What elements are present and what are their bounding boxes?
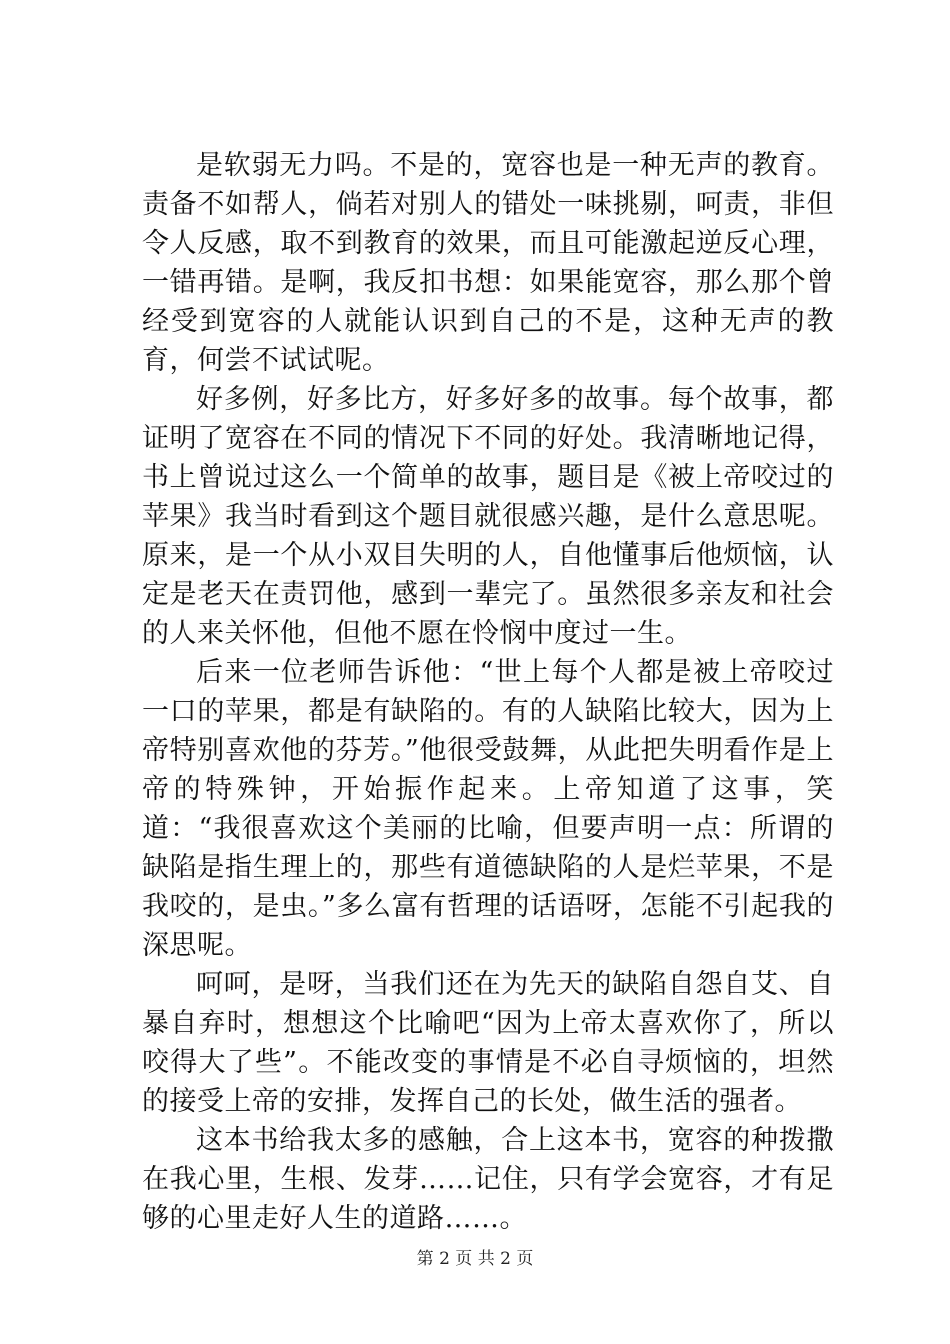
paragraph: 后来一位老师告诉他：“世上每个人都是被上帝咬过一口的苹果，都是有缺陷的。有的人缺陷比较大，因为上帝特别喜欢他的芬芳。”他很受鼓舞，从此把失明看作是上帝的特殊钟，开始振作起来。上帝知道了这事，笑道：“我很喜欢这个美丽的比喻，但要声明一点：所谓的缺陷是指生理上的，那些有道德缺陷的人是烂苹果，不是我咬的，是虫。”多么富有哲理的话语呀，怎能不引起我的深思呢。 <box>142 657 834 961</box>
paragraph: 呵呵，是呀，当我们还在为先天的缺陷自怨自艾、自暴自弃时，想想这个比喻吧“因为上帝太喜欢你了，所以咬得大了些”。不能改变的事情是不必自寻烦恼的，坦然的接受上帝的安排，发挥自己的长处，做生活的强者。 <box>142 969 834 1117</box>
page-number-footer: 第 2 页 共 2 页 <box>416 1249 534 1269</box>
paragraph: 这本书给我太多的感触，合上这本书，宽容的种拨撒在我心里，生根、发芽……记住，只有学会宽容，才有足够的心里走好人生的道路……。 <box>142 1125 834 1234</box>
paragraph: 好多例，好多比方，好多好多的故事。每个故事，都证明了宽容在不同的情况下不同的好处。我清晰地记得，书上曾说过这么一个简单的故事，题目是《被上帝咬过的苹果》我当时看到这个题目就很感兴趣，是什么意思呢。原来，是一个从小双目失明的人，自他懂事后他烦恼，认定是老天在责罚他，感到一辈完了。虽然很多亲友和社会的人来关怀他，但他不愿在怜悯中度过一生。 <box>142 384 834 649</box>
document-body <box>142 146 834 1238</box>
paragraph: 是软弱无力吗。不是的，宽容也是一种无声的教育。责备不如帮人，倘若对别人的错处一味挑剔，呵责，非但令人反感，取不到教育的效果，而且可能激起逆反心理，一错再错。是啊，我反扣书想：如果能宽容，那么那个曾经受到宽容的人就能认识到自己的不是，这种无声的教育，何尝不试试呢。 <box>142 150 834 376</box>
